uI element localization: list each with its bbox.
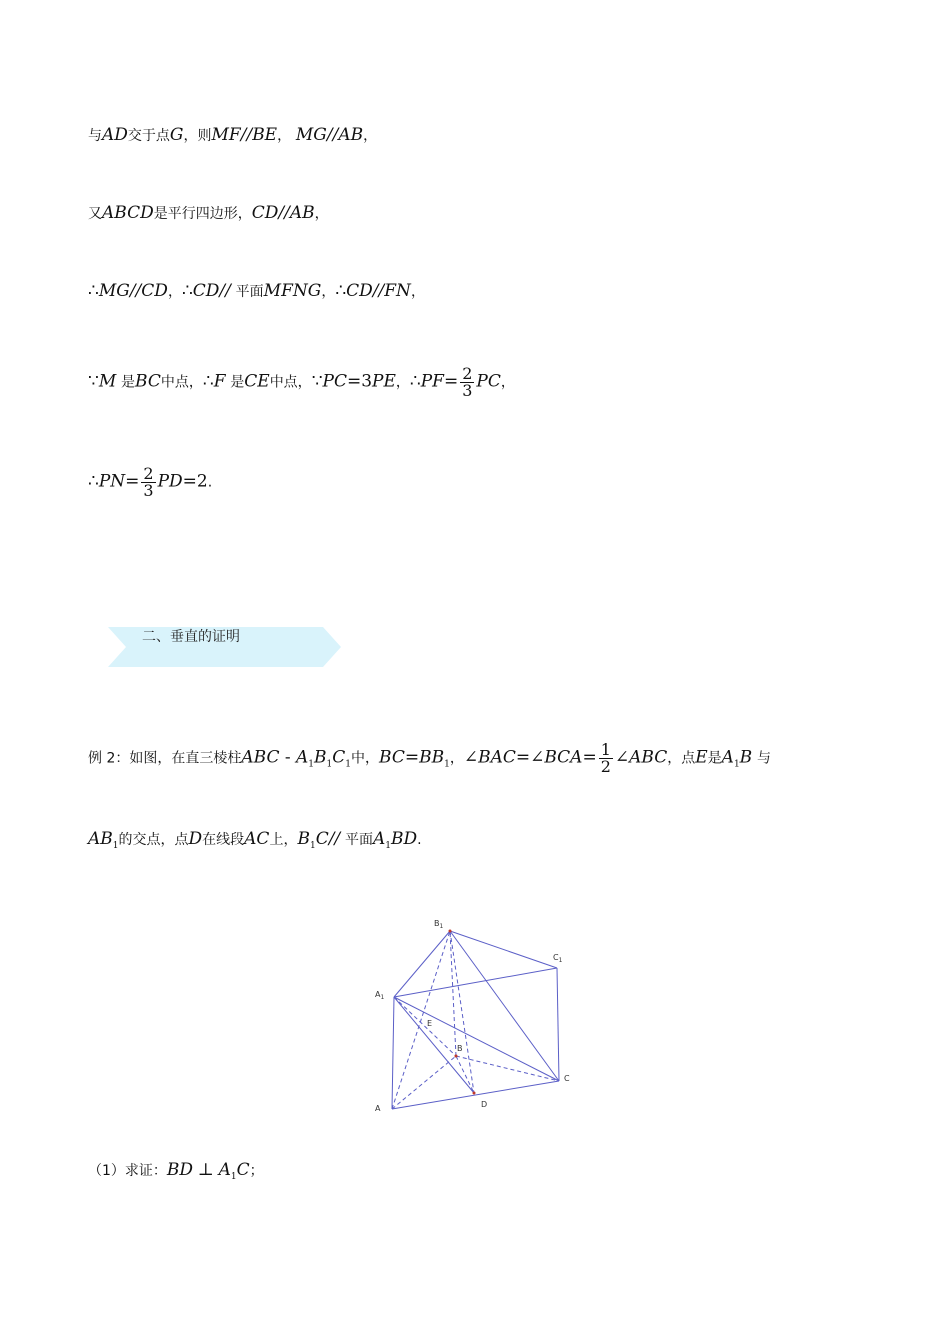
point-b <box>455 1055 458 1058</box>
label-b: B <box>457 1044 463 1053</box>
fraction-two-thirds: $\frac{2}{3}$ <box>462 364 473 400</box>
text-line-3: ∴MG//CD，∴CD// 平面MFNG，∴CD//FN， <box>88 281 425 301</box>
text-line-4: ∵M 是BC中点，∴F 是CE中点，∵PC=3PE，∴PF= $\frac{2}{3}$ PC， <box>88 364 515 400</box>
fraction-two-thirds-2: $\frac{2}{3}$ <box>143 464 154 500</box>
label-a: A <box>375 1104 381 1113</box>
label-b1: $B_1$ <box>434 919 444 930</box>
edge-a1-b <box>394 997 456 1056</box>
edge-a1-c1 <box>394 968 557 997</box>
edge-a-b <box>392 1056 456 1109</box>
example-line-1: 例 2：如图，在直三棱柱ABC - $A_1B_1C_1$中，$BC=BB_1$，∠BAC=∠BCA= $\frac{1}{2}$ ∠ABC，点E是$A_1B$ 与 <box>88 740 771 776</box>
label-d: D <box>481 1100 488 1109</box>
point-d <box>473 1092 476 1095</box>
label-c1: $C_1$ <box>553 953 563 964</box>
label-c: C <box>564 1074 570 1083</box>
label-e: E <box>427 1019 433 1028</box>
fraction-one-half: $\frac{1}{2}$ <box>600 740 611 776</box>
point-b1 <box>449 930 452 933</box>
example-line-2: $AB_1$的交点，点D在线段AC上，$B_1C//$ 平面$A_1BD$. <box>88 829 422 851</box>
label-a1: $A_1$ <box>375 990 385 1001</box>
text-line-1: 与AD交于点G，则MF//BE， MG//AB， <box>88 125 378 145</box>
prism-figure <box>360 910 590 1120</box>
edge-a-a1 <box>392 997 394 1109</box>
text-line-2: 又ABCD是平行四边形，CD//AB， <box>88 203 329 223</box>
edge-a1-b1 <box>394 931 450 997</box>
edge-a-c <box>392 1081 559 1109</box>
edge-c-c1 <box>557 968 559 1081</box>
question-1: （1）求证：BD ⊥ $A_1C$； <box>88 1160 264 1182</box>
section-title: 二、垂直的证明 <box>142 629 240 645</box>
edge-b-b1 <box>450 931 456 1056</box>
edge-a1-c <box>394 997 559 1081</box>
edge-a-b1 <box>392 931 450 1109</box>
text-line-5: ∴PN= $\frac{2}{3}$ PD=2. <box>88 464 213 500</box>
edge-b1-c1 <box>450 931 557 968</box>
